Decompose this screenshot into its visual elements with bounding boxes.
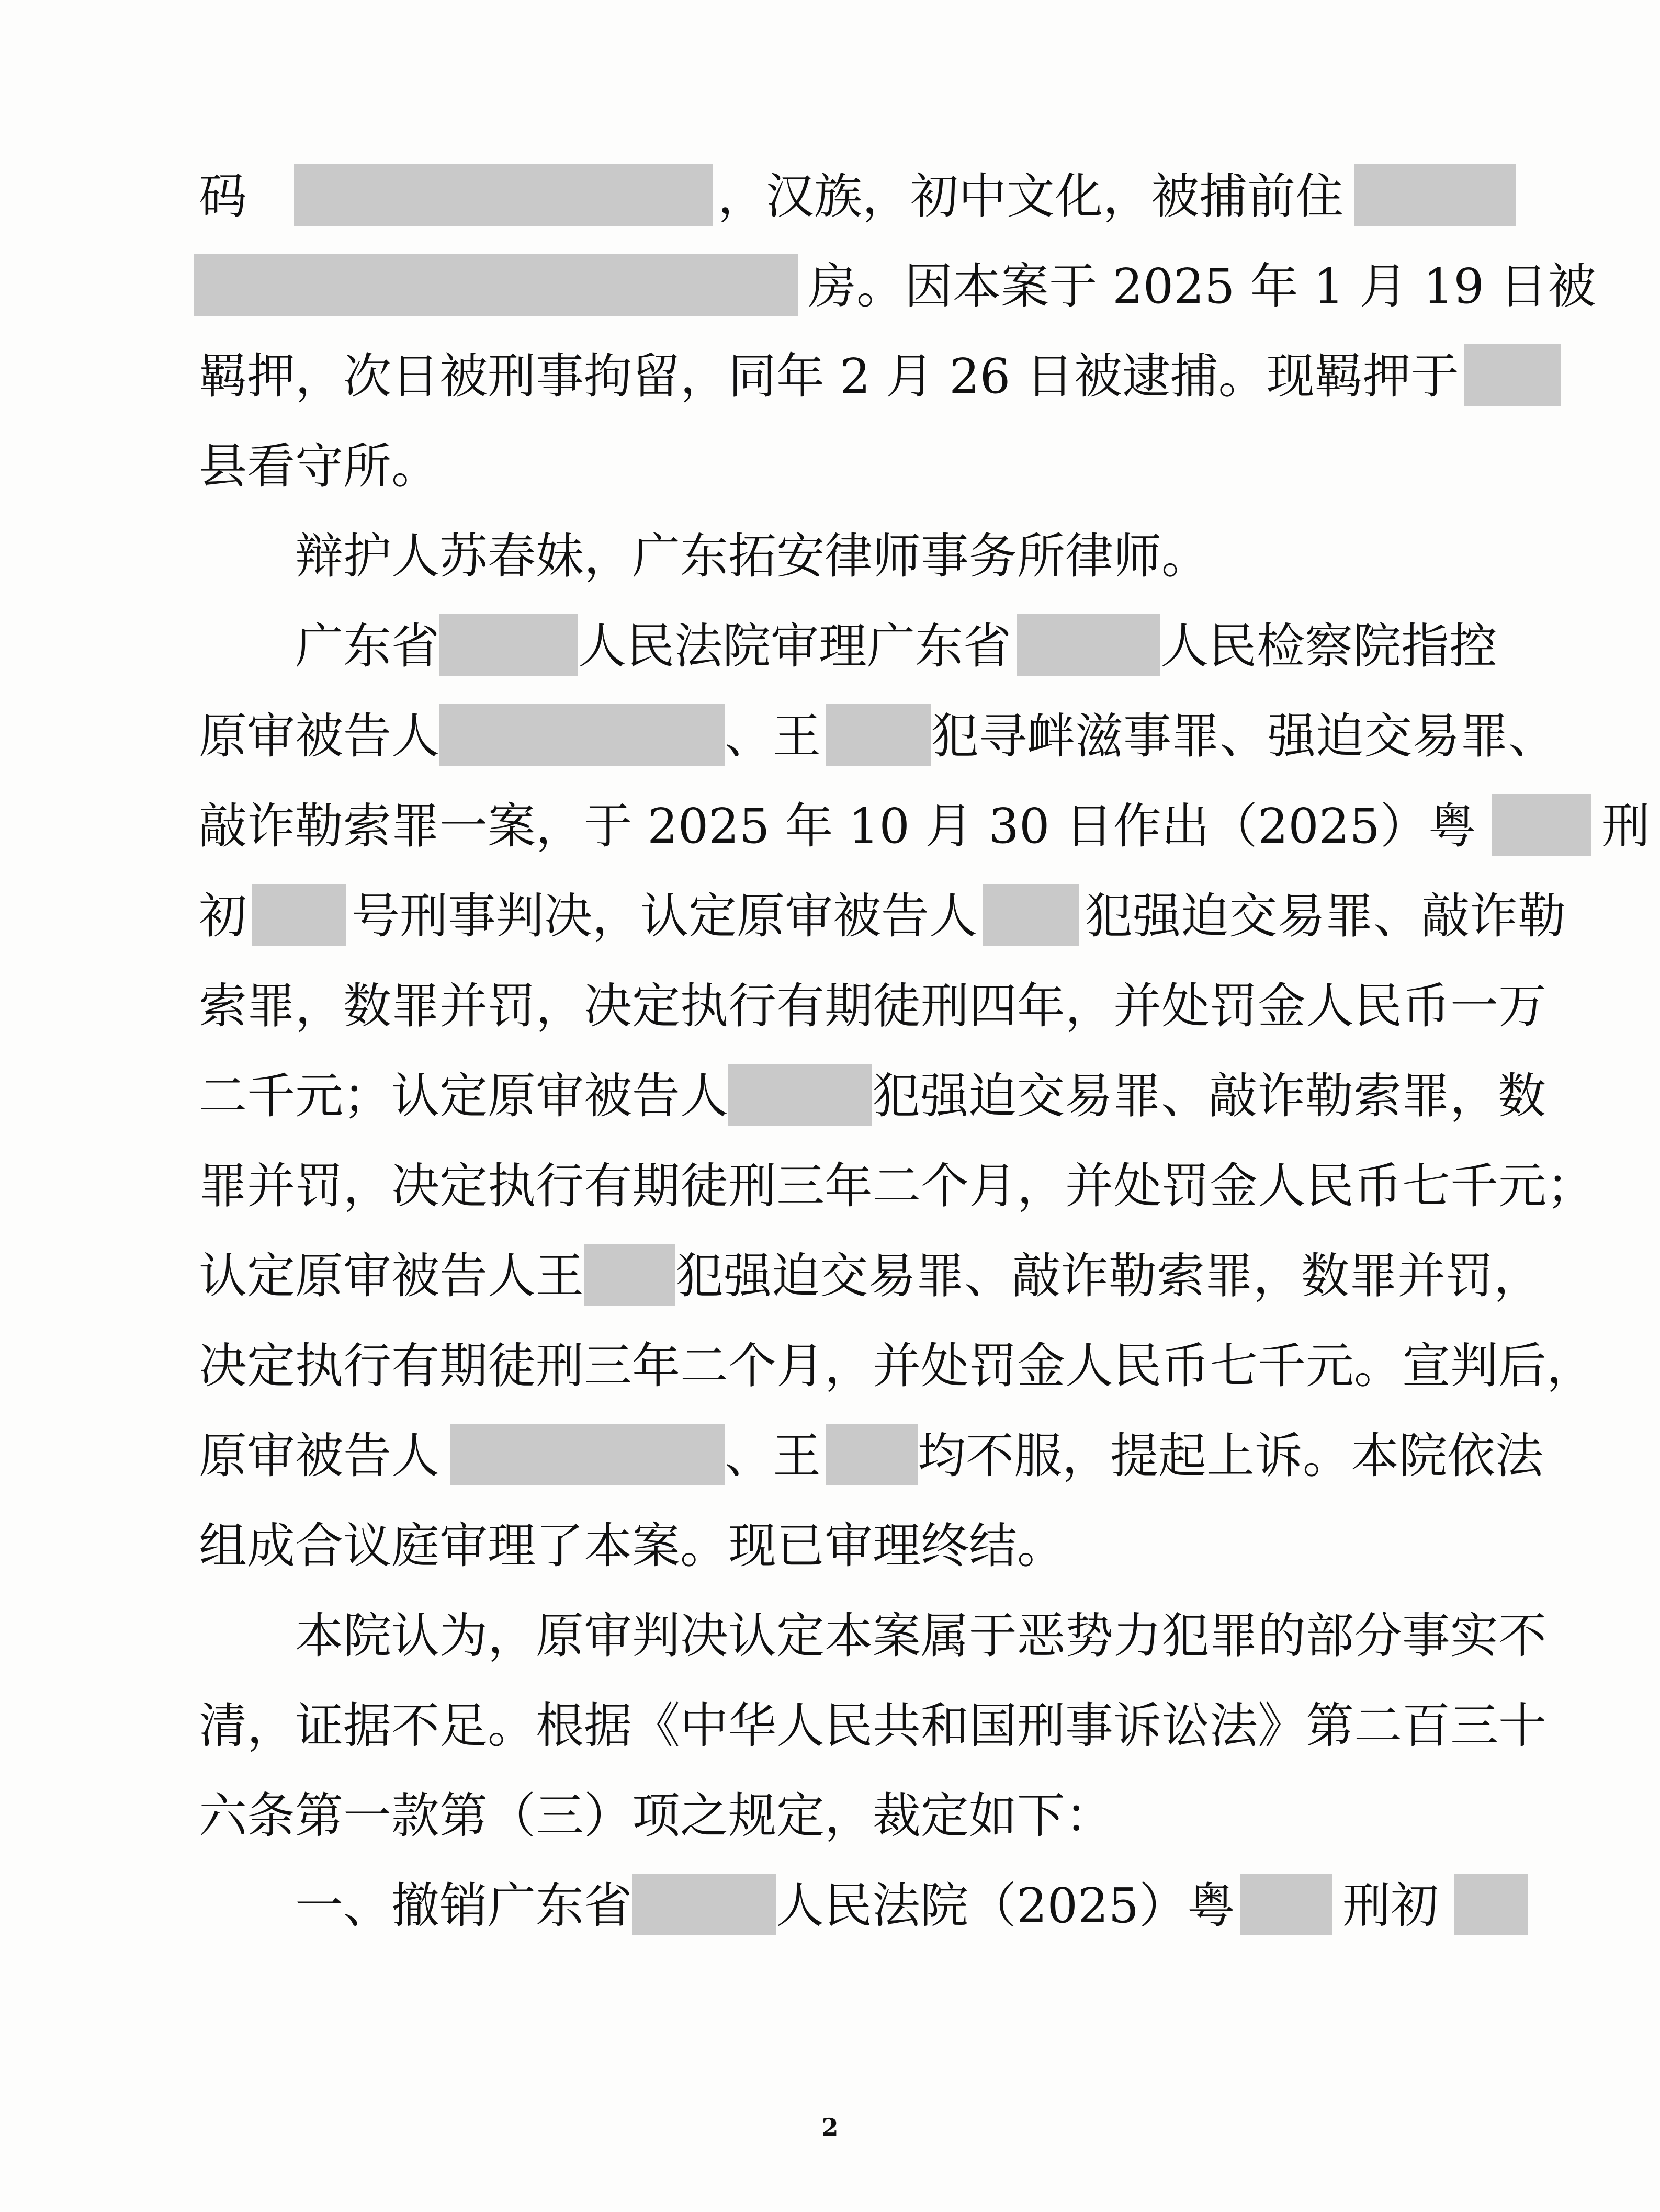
redaction-box [983,884,1079,946]
text-segment: 认定原审被告人王 [199,1248,584,1304]
text-line [199,781,1650,871]
page-number: 2 [821,2113,839,2141]
redaction-box [194,254,798,316]
text-line [199,961,1547,1051]
text-segment: 广东省 [295,618,440,674]
text-line [199,1231,1542,1321]
text-segment: 均不服，提起上诉。本院依法 [918,1428,1544,1484]
redaction-box [584,1244,675,1306]
text-segment: 敲诈勒索罪一案，于 2025 年 10 月 30 日作出（2025）粤 [199,798,1476,854]
text-segment: 羁押，次日被刑事拘留，同年 2 月 26 日被逮捕。现羁押于 [199,348,1459,404]
paragraph-line [199,602,1498,691]
text-segment: 二千元；认定原审被告人 [199,1068,729,1124]
text-line [199,1051,1546,1141]
text-segment: 、王 [725,708,821,764]
text-segment: 组成合议庭审理了本案。现已审理终结。 [199,1518,1066,1574]
text-segment: 六条第一款第（三）项之规定，裁定如下： [199,1788,1114,1844]
document-body [199,152,1650,1951]
redaction-box [826,704,931,766]
redaction-box [1492,794,1591,856]
redaction-box [252,884,346,946]
text-segment: 索罪，数罪并罚，决定执行有期徒刑四年，并处罚金人民币一万 [199,978,1547,1034]
paragraph-line [199,1591,1547,1681]
text-line [199,1411,1544,1501]
text-segment: 犯强迫交易罪、敲诈勒索罪，数 [872,1068,1546,1124]
redaction-box [1354,164,1516,226]
text-line [199,242,1596,332]
text-line [199,1141,1595,1231]
paragraph-line [199,512,1475,602]
text-segment: 刑 [1601,798,1650,854]
text-segment: 房。因本案于 2025 年 1 月 19 日被 [808,258,1596,314]
text-segment: ，汉族，初中文化，被捕前住 [718,168,1344,224]
text-segment: 犯强迫交易罪、敲诈勒 [1085,888,1566,944]
text-segment: 犯强迫交易罪、敲诈勒索罪，数罪并罚， [675,1248,1542,1304]
redaction-box [450,1424,725,1485]
redaction-box [1464,344,1561,406]
text-line [199,152,1475,242]
text-segment: 刑初 [1342,1878,1439,1934]
redaction-box [1017,614,1160,676]
text-segment: 本院认为，原审判决认定本案属于恶势力犯罪的部分事实不 [295,1608,1547,1664]
text-line [199,332,1475,422]
text-segment: 原审被告人 [199,1428,440,1484]
text-line [199,871,1566,961]
text-segment: 号刑事判决，认定原审被告人 [352,888,978,944]
text-segment: 、王 [725,1428,821,1484]
redaction-box [439,614,578,676]
redaction-box [826,1424,918,1485]
redaction-box [439,704,725,766]
text-line [199,422,1475,512]
text-segment: 县看守所。 [199,438,440,494]
text-segment: 初 [199,888,247,944]
text-segment: 犯寻衅滋事罪、强迫交易罪、 [931,708,1557,764]
redaction-box [1454,1874,1528,1935]
text-segment: 决定执行有期徒刑三年二个月，并处罚金人民币七千元。宣判后， [199,1338,1595,1394]
text-line [199,1321,1595,1411]
text-line [199,1771,1475,1861]
text-segment: 人民法院审理广东省 [578,618,1012,674]
redaction-box [1240,1874,1332,1935]
text-line [199,691,1557,781]
paragraph-line [199,1861,1475,1951]
text-line [199,1501,1475,1591]
text-segment: 一、撤销广东省 [295,1878,633,1934]
text-segment: 原审被告人 [199,708,440,764]
redaction-box [728,1064,872,1126]
text-segment: 罪并罚，决定执行有期徒刑三年二个月，并处罚金人民币七千元； [199,1158,1595,1214]
text-segment: 码 [199,168,247,224]
text-segment: 人民检察院指控 [1160,618,1498,674]
text-segment: 人民法院（2025）粤 [776,1878,1236,1934]
text-segment: 清，证据不足。根据《中华人民共和国刑事诉讼法》第二百三十 [199,1698,1547,1754]
text-line [199,1681,1547,1771]
redaction-box [294,164,713,226]
text-segment: 辩护人苏春妹，广东拓安律师事务所律师。 [295,528,1210,584]
redaction-box [632,1874,776,1935]
